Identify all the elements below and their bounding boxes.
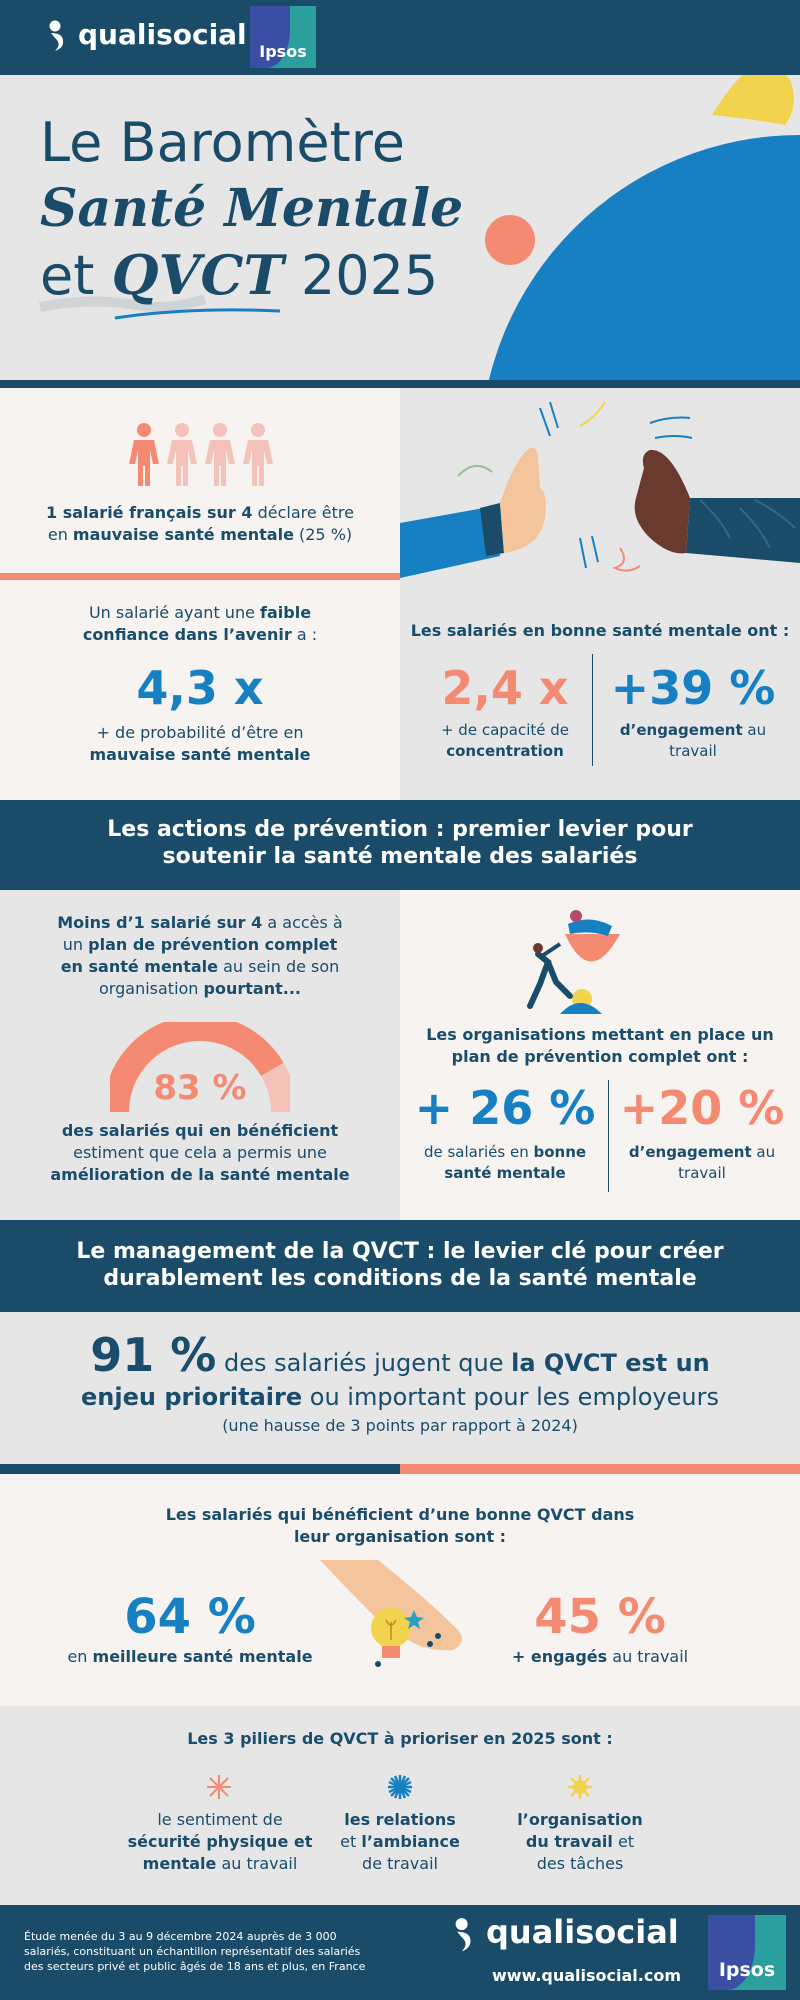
qvct-l1: des salariés jugent que	[216, 1349, 512, 1377]
prev-p3-bold: en santé mentale	[60, 957, 218, 976]
hero-title-qvct: QVCT	[111, 243, 284, 307]
stat1-l2-bold: mauvaise santé mentale	[72, 525, 294, 544]
pillar1-l2: sécurité physique et	[127, 1832, 313, 1851]
prev-a-d1-pre: de salariés en	[423, 1143, 534, 1161]
benefits-b-post: au travail	[607, 1647, 689, 1666]
banner2-line1: Le management de la QVCT : le levier clé pour créer	[76, 1239, 724, 1264]
hero-divider	[0, 380, 800, 388]
salmon-dot-shape	[485, 215, 535, 265]
hero-section	[0, 75, 800, 380]
footer-study-note	[24, 1929, 394, 1974]
top-header	[0, 0, 800, 75]
footer-ipsos-text: Ipsos	[718, 1959, 776, 1981]
benefits-heading	[100, 1504, 700, 1548]
stat2-l1-pre: Un salarié ayant une	[88, 603, 261, 622]
gauge-desc	[20, 1120, 380, 1186]
prev-divider	[608, 1080, 609, 1192]
banner2-line2: durablement les conditions de la santé mentale	[103, 1266, 697, 1291]
prevention-intro	[20, 912, 380, 1000]
prev-p3: au sein de son	[217, 957, 340, 976]
blue-starburst-icon	[387, 1774, 413, 1800]
pillar1-l1: le sentiment de	[157, 1810, 283, 1829]
hero-title-line3	[40, 243, 438, 308]
stat3-a-value: 2,4 x	[441, 661, 569, 715]
benefits-b-value: 45 %	[534, 1589, 666, 1645]
qvct-banner	[0, 1220, 800, 1312]
yellow-leaf-shape	[712, 75, 794, 125]
prev-a-d1-bold: bonne	[533, 1143, 587, 1161]
stat2-l2-bold: confiance dans l’avenir	[82, 625, 292, 644]
stat3-a-desc	[420, 720, 590, 762]
stat3-b-desc	[598, 720, 788, 762]
stat3-b-value: +39 %	[610, 661, 776, 715]
stat2-desc	[20, 722, 380, 766]
hero-title-line2: Santé Mentale	[40, 178, 464, 239]
pillar2-l3: de travail	[362, 1854, 438, 1873]
pillar3-l2: et	[612, 1832, 635, 1851]
footer-ipsos-logo	[708, 1915, 786, 1990]
banner1-line2: soutenir la santé mentale des salariés	[162, 844, 638, 869]
qvct-l1-bold: la QVCT est un	[511, 1349, 710, 1377]
prev-p1: a accès à	[262, 913, 343, 932]
prev-p2-pre: un	[62, 935, 89, 954]
footer-qualisocial-logo-icon	[454, 1917, 478, 1953]
benefits-a-pre: en	[67, 1647, 93, 1666]
stat3-divider	[592, 654, 593, 766]
benefits-b-bold: + engagés	[511, 1647, 608, 1666]
benefits-b-desc	[450, 1646, 750, 1668]
banner1-line1: Les actions de prévention : premier levier pour	[107, 817, 693, 842]
pillar3-l1: l’organisation	[517, 1810, 643, 1829]
prev-right-h2: plan de prévention complet ont :	[451, 1047, 749, 1066]
prev-p4: organisation	[99, 979, 204, 998]
footer-note-l2: salariés, constituant un échantillon représentatif des salariés	[24, 1945, 361, 1958]
footer-note-l3: des secteurs privé et public âgés de 18 ans et plus, en France	[24, 1960, 366, 1973]
qvct-priority-text	[20, 1330, 780, 1438]
pillar-1	[110, 1809, 330, 1875]
benefits-h1: Les salariés qui bénéficient d’une bonne QVCT dans	[165, 1505, 635, 1524]
ipsos-logo-text: Ipsos	[259, 42, 307, 61]
prev-b-d1: au	[751, 1143, 776, 1161]
gauge-desc-l2: estiment que cela a permis une	[73, 1143, 327, 1162]
stat3-b-d1: au	[742, 721, 767, 739]
prev-b-value: +20 %	[619, 1081, 785, 1135]
hero-title-line1: Le Baromètre	[40, 111, 405, 174]
brand-logo-text: qualisocial	[78, 18, 247, 51]
ipsos-logo	[250, 6, 316, 68]
stat3-a-d2: concentration	[446, 742, 564, 760]
stat1-pre: déclare être	[252, 503, 354, 522]
prev-p1-bold: Moins d’1 salarié sur 4	[57, 913, 263, 932]
prev-a-desc	[410, 1142, 600, 1184]
qvct-big-value: 91 %	[90, 1328, 217, 1382]
yellow-sun-icon	[567, 1774, 593, 1800]
prev-b-d2: travail	[678, 1164, 726, 1182]
split-divider-salmon	[400, 1464, 800, 1474]
stat2-l1-bold: faible	[260, 603, 312, 622]
pillar1-l3-bold: mentale	[142, 1854, 217, 1873]
stat2-value: 4,3 x	[136, 661, 264, 715]
pillar2-l1: les relations	[344, 1810, 456, 1829]
climbing-illustration	[520, 904, 620, 1014]
stat3-a-d1: + de capacité de	[440, 721, 570, 739]
prev-a-d2: santé mentale	[444, 1164, 566, 1182]
gauge-desc-l1: des salariés qui en bénéficient	[61, 1121, 339, 1140]
benefits-a-value: 64 %	[124, 1589, 256, 1645]
stat1-l2-pre: en	[47, 525, 73, 544]
stat2-heading	[20, 602, 380, 646]
prevention-right-heading	[410, 1024, 790, 1068]
prev-a-value: + 26 %	[414, 1081, 596, 1135]
footer-brand-text: qualisocial	[486, 1913, 679, 1951]
gauge-desc-l3: amélioration de la santé mentale	[50, 1165, 350, 1184]
benefits-a-desc	[40, 1646, 340, 1668]
pillar3-l3: des tâches	[536, 1854, 624, 1873]
pillar1-l3: au travail	[216, 1854, 298, 1873]
gauge-value: 83 %	[153, 1068, 247, 1108]
stat2-l2-post: a :	[291, 625, 318, 644]
hero-title-year: 2025	[300, 244, 439, 307]
prev-b-d1-bold: d’engagement	[628, 1143, 752, 1161]
pillar-2	[300, 1809, 500, 1875]
high-five-illustration	[400, 388, 800, 588]
stat1-bold: 1 salarié français sur 4	[46, 503, 253, 522]
prev-p2-bold: plan de prévention complet	[88, 935, 338, 954]
salmon-divider	[0, 573, 400, 580]
stat2-d2: mauvaise santé mentale	[89, 745, 311, 764]
pillars-heading: Les 3 piliers de QVCT à prioriser en 2025 sont :	[187, 1729, 613, 1748]
stat3-heading: Les salariés en bonne santé mentale ont :	[410, 621, 790, 640]
footer	[0, 1905, 800, 2000]
stat1-text	[20, 502, 380, 546]
benefits-a-bold: meilleure santé mentale	[92, 1647, 313, 1666]
blue-circle-shape	[480, 135, 800, 380]
footer-url-link[interactable]: www.qualisocial.com	[492, 1966, 681, 1985]
prevention-banner	[0, 800, 800, 890]
prev-right-h1: Les organisations mettant en place un	[426, 1025, 774, 1044]
footer-note-l1: Étude menée du 3 au 9 décembre 2024 auprès de 3 000	[24, 1930, 337, 1943]
qvct-l2-bold: enjeu prioritaire	[81, 1383, 303, 1411]
salmon-star-icon	[206, 1774, 232, 1800]
qvct-l2: ou important pour les employeurs	[302, 1383, 719, 1411]
pillar2-l2-bold: l’ambiance	[361, 1832, 460, 1851]
pillar3-l2-bold: du travail	[525, 1832, 613, 1851]
prev-p4-bold: pourtant...	[203, 979, 301, 998]
split-divider-navy	[0, 1464, 400, 1474]
benefits-h2: leur organisation sont :	[293, 1527, 507, 1546]
lightbulb-hand-illustration	[318, 1560, 468, 1680]
pillar2-l2-pre: et	[340, 1832, 362, 1851]
stat2-d1: + de probabilité d’être en	[96, 723, 304, 742]
stat3-b-d1-bold: d’engagement	[619, 721, 743, 739]
prev-b-desc	[612, 1142, 792, 1184]
qvct-l3: (une hausse de 3 points par rapport à 2024)	[222, 1416, 578, 1435]
stat1-l2-post: (25 %)	[293, 525, 353, 544]
people-icon	[126, 422, 274, 488]
pillar-3	[480, 1809, 680, 1875]
qualisocial-logo-icon	[48, 20, 70, 52]
stat3-b-d2: travail	[669, 742, 717, 760]
hero-title-et: et	[40, 244, 95, 307]
